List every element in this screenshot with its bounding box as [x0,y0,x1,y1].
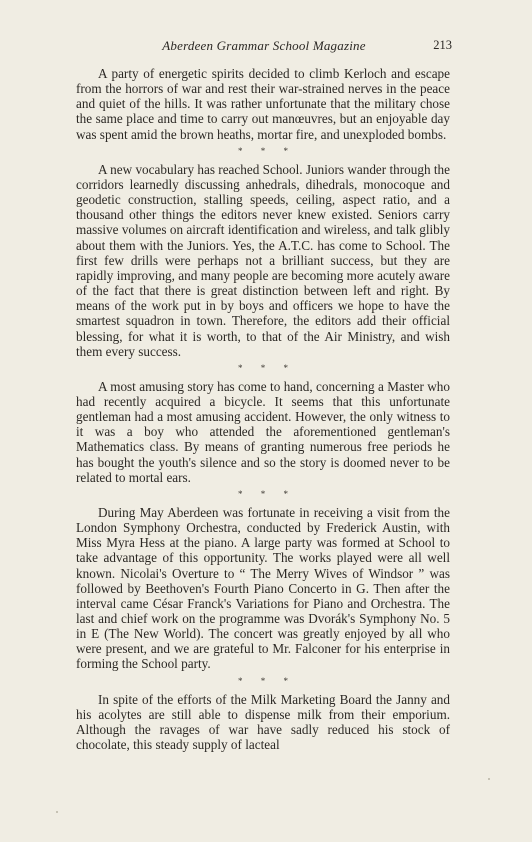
section-separator: * * * [238,675,288,686]
magazine-title: Aberdeen Grammar School Magazine [162,38,366,53]
paper-speck [56,811,58,813]
paragraph-symphony-orchestra: During May Aberdeen was fortunate in receiving a visit from the London Symphony Orchestra, conducted by Frederick Austin, with Miss Myra Hess at the piano. A large party was formed at School to take advantage of this opportunity. The works played were all well known. Nicolai's Overture to “ The Merry Wives of Windsor ” was followed by Beethoven's Fourth Piano Concerto in G. Then after the interval came César Franck's Variations for Piano and Orchestra. The last and chief work on the programme was Dvorák's Symphony No. 5 in E (The New World). The concert was greatly enjoyed by all who were present, and we are grateful to Mr. Falconer for his enterprise in forming the School party. [76,504,450,672]
section-separator: * * * [238,145,288,156]
paragraph-master-bicycle: A most amusing story has come to hand, concerning a Master who had recently acquired a bicycle. It seems that this unfortunate gentleman had a most amusing accident. However, the only witness to it was a boy who attended the aforementioned gentleman's Mathematics class. By means of granting numerous free periods he has bought the youth's silence and so the story is doomed never to be related to mortal ears. [76,378,450,485]
paragraph-kerloch-climb: A party of energetic spirits decided to climb Kerloch and escape from the horrors of war and rest their war-strained nerves in the peace and quiet of the hills. It was rather unfortunate that the military chose the same place and time to carry out manœuvres, but an enjoyable day was spent amid the brown heaths, mortar fire, and unexploded bombs. [76,66,450,142]
running-header [76,38,452,56]
section-separator: * * * [238,488,288,499]
paragraph-milk-board: In spite of the efforts of the Milk Marketing Board the Janny and his acolytes are still able to dispense milk from their emporium. Although the ravages of war have sadly reduced his stock of chocolate, this steady supply of lacteal [76,691,450,753]
paper-speck [488,778,490,780]
article-body [76,66,450,752]
page-number: 213 [433,38,452,52]
paragraph-atc-vocabulary: A new vocabulary has reached School. Juniors wander through the corridors learnedly discussing anhedrals, dihedrals, monocoque and geodetic construction, stalling speeds, ceiling, aspect ratio, and a thousand other things the editors never knew existed. Seniors carry massive volumes on aircraft identification and wireless, and talk glibly about them with the Juniors. Yes, the A.T.C. has come to School. The first few drills were perhaps not a brilliant success, but they are rapidly improving, and many people are becoming more acutely aware of the fact that there is great distinction between left and right. By means of the work put in by boys and officers we hope to have the smartest squadron in town. Therefore, the editors add their official blessing, for what it is worth, to that of the Air Ministry, and wish them every success. [76,161,450,359]
section-separator: * * * [238,362,288,373]
